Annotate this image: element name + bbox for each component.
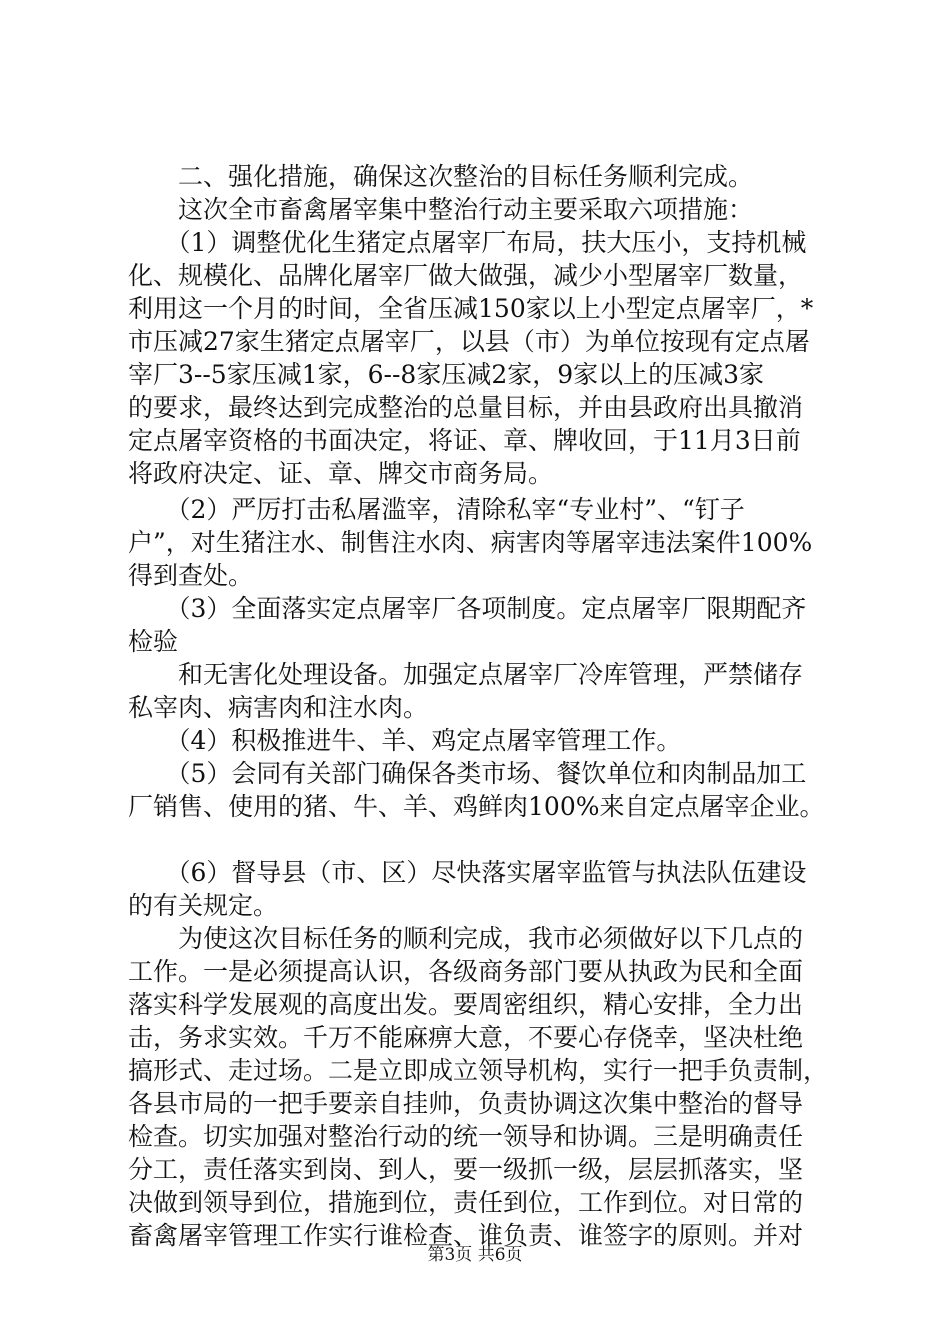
text-line: 击，务求实效。千万不能麻痹大意，不要心存侥幸，坚决杜绝	[128, 1023, 804, 1052]
text-line: 厂销售、使用的猪、牛、羊、鸡鲜肉100%来自定点屠宰企业。	[128, 792, 825, 821]
text-line: 和无害化处理设备。加强定点屠宰厂冷库管理，严禁储存	[128, 660, 804, 689]
text-line: 定点屠宰资格的书面决定，将证、章、牌收回，于11月3日前	[128, 426, 801, 455]
text-line: 的有关规定。	[128, 891, 279, 920]
text-line: 分工，责任落实到岗、到人，要一级抓一级，层层抓落实，坚	[128, 1155, 804, 1184]
text-line: 户”，对生猪注水、制售注水肉、病害肉等屠宰违法案件100%	[128, 528, 813, 557]
heading-line: 二、强化措施，确保这次整治的目标任务顺利完成。	[128, 162, 754, 191]
text-line: （6）督导县（市、区）尽快落实屠宰监管与执法队伍建设	[128, 858, 807, 887]
text-line: 畜禽屠宰管理工作实行谁检查、谁负责、谁签字的原则。并对	[128, 1221, 804, 1250]
text-line: 将政府决定、证、章、牌交市商务局。	[128, 459, 554, 488]
text-line: （4）积极推进牛、羊、鸡定点屠宰管理工作。	[128, 726, 682, 755]
text-line: 决做到领导到位，措施到位，责任到位，工作到位。对日常的	[128, 1188, 804, 1217]
text-line: 检查。切实加强对整治行动的统一领导和协调。三是明确责任	[128, 1122, 804, 1151]
text-line: 的要求，最终达到完成整治的总量目标，并由县政府出具撤消	[128, 393, 804, 422]
text-line: 这次全市畜禽屠宰集中整治行动主要采取六项措施：	[128, 195, 754, 224]
text-line: 市压减27家生猪定点屠宰厂，以县（市）为单位按现有定点屠	[128, 327, 810, 356]
text-line: 私宰肉、病害肉和注水肉。	[128, 693, 429, 722]
document-body	[128, 160, 848, 1252]
page-footer: 第3页 共6页	[427, 1245, 523, 1265]
spacer	[128, 823, 848, 856]
text-line: 各县市局的一把手要亲自挂帅，负责协调这次集中整治的督导	[128, 1089, 804, 1118]
text-line: 为使这次目标任务的顺利完成，我市必须做好以下几点的	[128, 924, 804, 953]
text-line: （1）调整优化生猪定点屠宰厂布局，扶大压小，支持机械	[128, 228, 807, 257]
text-line: （3）全面落实定点屠宰厂各项制度。定点屠宰厂限期配齐	[128, 594, 807, 623]
text-line: 工作。一是必须提高认识，各级商务部门要从执政为民和全面	[128, 957, 804, 986]
text-line: 搞形式、走过场。二是立即成立领导机构，实行一把手负责制，	[128, 1056, 829, 1085]
text-line: 落实科学发展观的高度出发。要周密组织，精心安排，全力出	[128, 990, 804, 1019]
text-line: 检验	[128, 627, 179, 656]
text-line: 宰厂3--5家压减1家，6--8家压减2家，9家以上的压减3家	[128, 360, 765, 389]
text-line: （2）严厉打击私屠滥宰，清除私宰“专业村”、“钉子	[128, 495, 745, 524]
text-line: 化、规模化、品牌化屠宰厂做大做强，减少小型屠宰厂数量，	[128, 261, 804, 290]
text-line: 利用这一个月的时间，全省压减150家以上小型定点屠宰厂，*	[128, 294, 814, 323]
text-line: 得到查处。	[128, 561, 254, 590]
text-line: （5）会同有关部门确保各类市场、餐饮单位和肉制品加工	[128, 759, 807, 788]
